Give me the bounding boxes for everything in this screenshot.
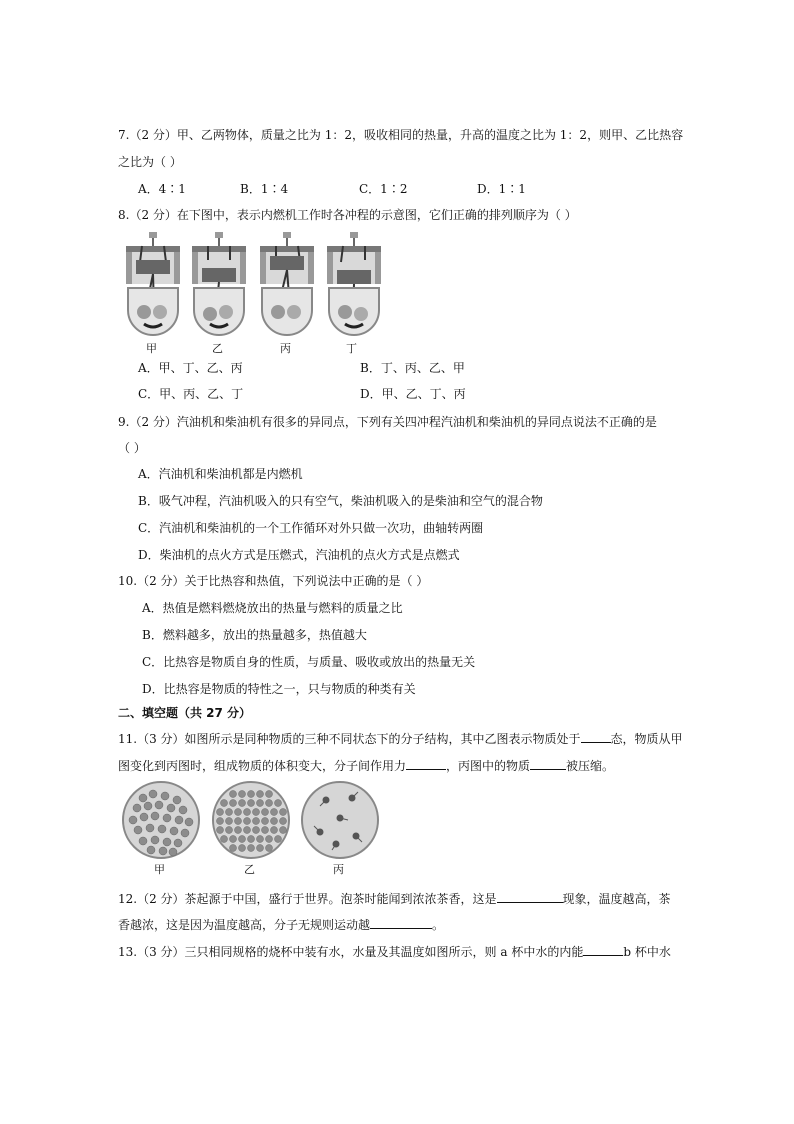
engine-caption-yi: 乙 bbox=[212, 342, 223, 355]
q9-option-c: C．汽油机和柴油机的一个工作循环对外只做一次功，曲轴转两圈 bbox=[138, 521, 484, 535]
q10-option-b: B．燃料越多，放出的热量越多，热值越大 bbox=[142, 628, 367, 642]
q9-option-b: B．吸气冲程，汽油机吸入的只有空气，柴油机吸入的是柴油和空气的混合物 bbox=[138, 494, 543, 508]
q11-blank-3[interactable] bbox=[530, 757, 566, 770]
q7-option-b: B．1∶4 bbox=[240, 182, 289, 196]
section-heading-fill-in: 二、填空题（共 27 分） bbox=[118, 706, 252, 720]
q12-text-2: 现象，温度越高，茶 bbox=[562, 892, 671, 906]
q7-option-c: C．1∶2 bbox=[359, 182, 408, 196]
q11-stem-line2 bbox=[118, 757, 614, 774]
q12-blank-1[interactable] bbox=[497, 890, 563, 903]
engine-caption-bing: 丙 bbox=[280, 342, 291, 355]
q11-text-2: 态，物质从甲 bbox=[610, 732, 683, 746]
q11-text-3: 图变化到丙图时，组成物质的体积变大，分子间作用力 bbox=[118, 759, 407, 773]
q12-blank-2[interactable] bbox=[370, 916, 432, 929]
q10-option-c: C．比热容是物质自身的性质，与质量、吸收或放出的热量无关 bbox=[142, 655, 476, 669]
q13-blank-1[interactable] bbox=[583, 943, 623, 956]
q8-option-c: C．甲、丙、乙、丁 bbox=[138, 387, 244, 401]
q11-blank-1[interactable] bbox=[581, 730, 611, 743]
q11-text-4: ，丙图中的物质 bbox=[446, 759, 531, 773]
q9-stem-line2: （ ） bbox=[118, 441, 146, 455]
q13-text-2: b 杯中水 bbox=[623, 945, 671, 959]
q10-option-a: A．热值是燃料燃烧放出的热量与燃料的质量之比 bbox=[142, 601, 403, 615]
q8-option-b: B．丁、丙、乙、甲 bbox=[360, 361, 465, 375]
engine-stroke-jia bbox=[122, 232, 184, 336]
molecule-ordered-circle bbox=[211, 780, 291, 860]
q10-stem: 10.（2 分）关于比热容和热值，下列说法中正确的是（ ） bbox=[118, 574, 429, 588]
molecule-gas-circle bbox=[300, 780, 380, 860]
q11-text-1: 11.（3 分）如图所示是同种物质的三种不同状态下的分子结构，其中乙图表示物质处于 bbox=[118, 732, 581, 746]
engine-stroke-yi bbox=[188, 232, 250, 336]
q7-stem-line1: 7.（2 分）甲、乙两物体，质量之比为 1：2，吸收相同的热量，升高的温度之比为 1：2，则甲、乙比热容 bbox=[118, 128, 684, 142]
molecule-disordered-circle bbox=[121, 780, 201, 860]
q9-option-a: A．汽油机和柴油机都是内燃机 bbox=[138, 467, 303, 481]
engine-caption-jia: 甲 bbox=[146, 342, 157, 355]
q12-text-1: 12.（2 分）茶起源于中国，盛行于世界。泡茶时能闻到浓浓茶香，这是 bbox=[118, 892, 497, 906]
q8-stem: 8.（2 分）在下图中，表示内燃机工作时各冲程的示意图，它们正确的排列顺序为（ ） bbox=[118, 208, 577, 222]
molecule-caption-yi: 乙 bbox=[244, 863, 255, 876]
q13-text-1: 13.（3 分）三只相同规格的烧杯中装有水，水量及其温度如图所示，则 a 杯中水的内能 bbox=[118, 945, 584, 959]
q11-stem-line1 bbox=[118, 730, 683, 747]
q12-text-3: 香越浓，这是因为温度越高，分子无规则运动越 bbox=[118, 918, 371, 932]
q11-text-5: 被压缩。 bbox=[566, 759, 615, 773]
q9-stem-line1: 9.（2 分）汽油机和柴油机有很多的异同点，下列有关四冲程汽油机和柴油机的异同点说法不正确的是 bbox=[118, 415, 657, 429]
q7-stem-line2: 之比为（ ） bbox=[118, 155, 182, 169]
q7-option-d: D．1∶1 bbox=[477, 182, 526, 196]
q11-blank-2[interactable] bbox=[406, 757, 446, 770]
q7-option-a: A．4∶1 bbox=[138, 182, 186, 196]
engine-caption-ding: 丁 bbox=[346, 342, 357, 355]
engine-stroke-bing bbox=[256, 232, 318, 336]
molecule-caption-bing: 丙 bbox=[333, 863, 344, 876]
molecule-caption-jia: 甲 bbox=[154, 863, 165, 876]
q9-option-d: D．柴油机的点火方式是压燃式，汽油机的点火方式是点燃式 bbox=[138, 548, 460, 562]
q10-option-d: D．比热容是物质的特性之一，只与物质的种类有关 bbox=[142, 682, 416, 696]
q8-option-a: A．甲、丁、乙、丙 bbox=[138, 361, 243, 375]
q12-text-4: 。 bbox=[432, 918, 445, 932]
q13-stem-line1 bbox=[118, 943, 671, 960]
q8-option-d: D．甲、乙、丁、丙 bbox=[360, 387, 466, 401]
engine-stroke-ding bbox=[323, 232, 385, 336]
q12-stem-line2 bbox=[118, 916, 444, 933]
q12-stem-line1 bbox=[118, 890, 671, 907]
